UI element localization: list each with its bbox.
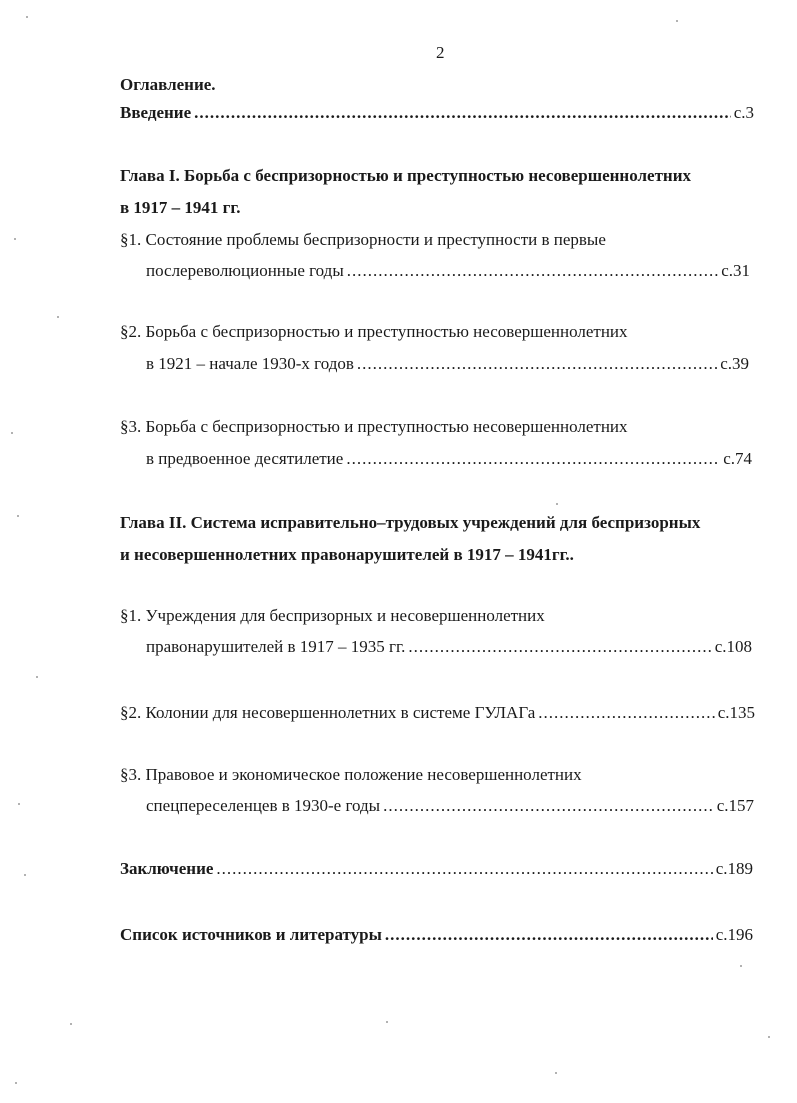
toc-entry-label: правонарушителей в 1917 – 1935 гг. bbox=[146, 637, 406, 656]
scan-speck bbox=[17, 515, 19, 517]
toc-entry-page: с.196 bbox=[715, 925, 753, 944]
toc-entry-page: с.74 bbox=[723, 449, 752, 468]
leader-dots bbox=[346, 450, 720, 467]
scan-speck bbox=[11, 432, 13, 434]
leader-dots bbox=[383, 797, 714, 814]
chapter1-heading-line2: в 1917 – 1941 гг. bbox=[120, 198, 241, 217]
scan-speck bbox=[555, 1072, 557, 1074]
leader-dots bbox=[385, 926, 713, 943]
scan-speck bbox=[14, 238, 16, 240]
leader-dots bbox=[538, 704, 714, 721]
toc-entry-label: Список источников и литературы bbox=[120, 925, 382, 944]
toc-entry-page: с.135 bbox=[717, 703, 755, 722]
toc-entry-label: Заключение bbox=[120, 859, 214, 878]
toc-entry-ch1-s1 bbox=[146, 262, 750, 279]
scan-speck bbox=[556, 503, 558, 505]
scan-speck bbox=[70, 1023, 72, 1025]
toc-entry-page: с.39 bbox=[720, 354, 749, 373]
toc-entry-label: в 1921 – начале 1930-х годов bbox=[146, 354, 354, 373]
scan-speck bbox=[18, 803, 20, 805]
chapter1-heading-line1: Глава I. Борьба с беспризорностью и преступностью несовершеннолетних bbox=[120, 166, 692, 185]
toc-entry-conclusion bbox=[120, 860, 753, 877]
page-number: 2 bbox=[436, 43, 445, 62]
ch1-section2-line1: §2. Борьба с беспризорностью и преступностью несовершеннолетних bbox=[120, 322, 628, 341]
toc-entry-label: спецпереселенцев в 1930-е годы bbox=[146, 796, 381, 815]
toc-title: Оглавление. bbox=[120, 75, 216, 94]
scan-speck bbox=[57, 316, 59, 318]
toc-entry-ch2-s1 bbox=[146, 638, 752, 655]
toc-entry-page: с.157 bbox=[716, 796, 754, 815]
toc-entry-sources bbox=[120, 926, 753, 943]
scan-speck bbox=[24, 874, 26, 876]
toc-entry-page: с.189 bbox=[715, 859, 753, 878]
toc-entry-ch1-s2 bbox=[146, 355, 749, 372]
ch2-section3-line1: §3. Правовое и экономическое положение несовершеннолетних bbox=[120, 765, 582, 784]
toc-entry-label: Введение bbox=[120, 103, 192, 122]
toc-entry-label: §2. Колонии для несовершеннолетних в системе ГУЛАГа bbox=[120, 703, 536, 722]
chapter2-heading-line1: Глава II. Система исправительно–трудовых учреждений для беспризорных bbox=[120, 513, 701, 532]
toc-entry-label: в предвоенное десятилетие bbox=[146, 449, 344, 468]
toc-entry-page: с.108 bbox=[714, 637, 752, 656]
leader-dots bbox=[357, 355, 717, 372]
scan-speck bbox=[15, 1082, 17, 1084]
leader-dots bbox=[408, 638, 711, 655]
leader-dots bbox=[347, 262, 718, 279]
ch2-section1-line1: §1. Учреждения для беспризорных и несовершеннолетних bbox=[120, 606, 545, 625]
ch1-section1-line1: §1. Состояние проблемы беспризорности и преступности в первые bbox=[120, 230, 606, 249]
toc-entry-intro bbox=[120, 104, 754, 121]
leader-dots bbox=[194, 104, 731, 121]
toc-entry-ch2-s2 bbox=[120, 704, 755, 721]
toc-entry-page: с.31 bbox=[721, 261, 750, 280]
leader-dots bbox=[216, 860, 712, 877]
toc-entry-ch1-s3 bbox=[146, 450, 752, 467]
scan-speck bbox=[740, 965, 742, 967]
chapter2-heading-line2: и несовершеннолетних правонарушителей в 1917 – 1941гг.. bbox=[120, 545, 574, 564]
toc-entry-page: с.3 bbox=[733, 103, 754, 122]
toc-entry-label: послереволюционные годы bbox=[146, 261, 344, 280]
scan-speck bbox=[26, 16, 28, 18]
toc-entry-ch2-s3 bbox=[146, 797, 754, 814]
scan-speck bbox=[676, 20, 678, 22]
ch1-section3-line1: §3. Борьба с беспризорностью и преступностью несовершеннолетних bbox=[120, 417, 628, 436]
scan-speck bbox=[36, 676, 38, 678]
scan-speck bbox=[768, 1036, 770, 1038]
scan-speck bbox=[386, 1021, 388, 1023]
